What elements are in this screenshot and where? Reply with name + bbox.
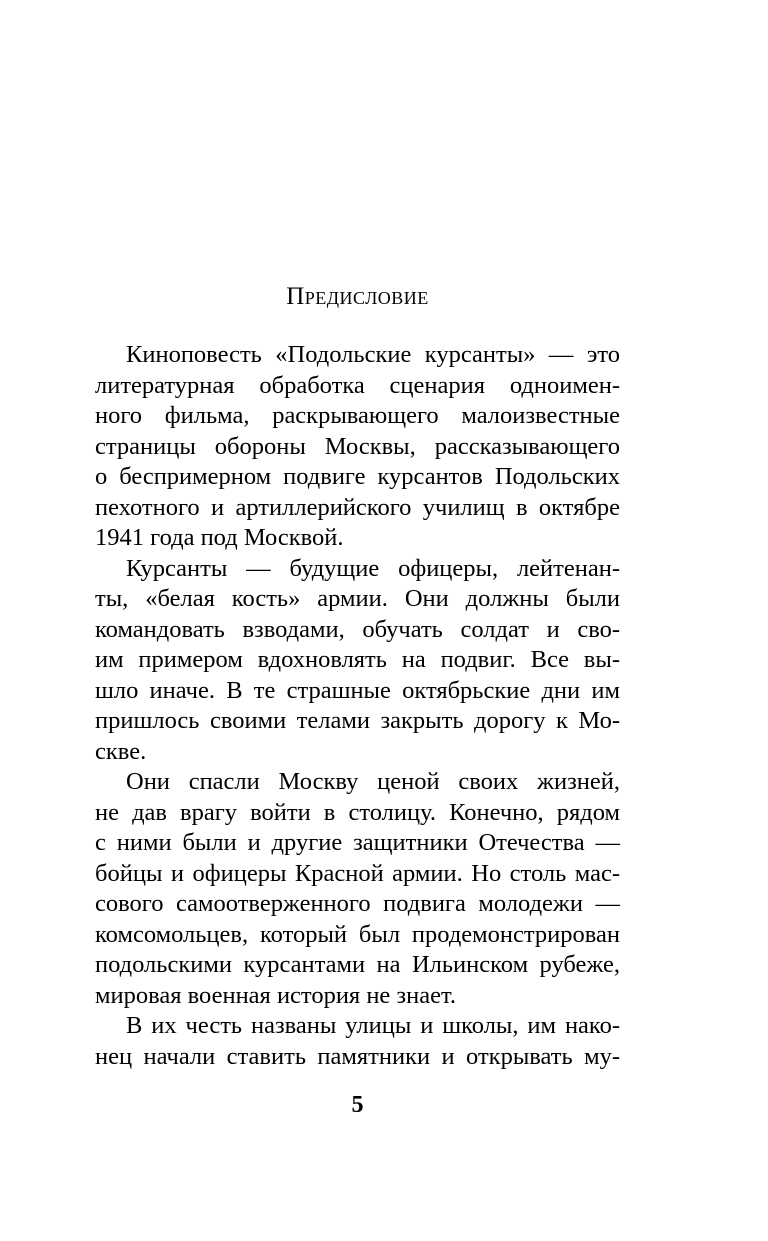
- text-line: ты, «белая кость» армии. Они должны были: [95, 585, 620, 612]
- text-line: Они спасли Москву ценой своих жизней,: [126, 768, 620, 795]
- text-line: с ними были и другие защитники Отечества —: [95, 829, 620, 856]
- text-line: Курсанты — будущие офицеры, лейтенан-: [126, 554, 620, 582]
- page-number: 5: [351, 1092, 364, 1118]
- text-line: им примером вдохновлять на подвиг. Все вы-: [95, 646, 620, 673]
- text-line: сового самоотверженного подвига молодежи —: [95, 890, 620, 917]
- text-line: пехотного и артиллерийского училищ в октябре: [95, 493, 620, 521]
- text-line: Киноповесть «Подольские курсанты» — это: [126, 341, 620, 368]
- text-line: В их честь названы улицы и школы, им нако-: [126, 1012, 620, 1039]
- text-line: о беспримерном подвиге курсантов Подольских: [95, 463, 620, 490]
- text-line: пришлось своими телами закрыть дорогу к Мо-: [95, 707, 620, 734]
- body-text: [95, 340, 620, 1072]
- text-line: скве.: [95, 737, 147, 765]
- text-line: командовать взводами, обучать солдат и сво-: [95, 615, 620, 643]
- text-line: бойцы и офицеры Красной армии. Но столь мас-: [95, 859, 620, 887]
- text-line: комсомольцев, который был продемонстрирован: [95, 920, 620, 948]
- text-line: нец начали ставить памятники и открывать му-: [95, 1042, 620, 1070]
- text-line: подольскими курсантами на Ильинском рубеже,: [95, 951, 620, 978]
- text-line: мировая военная история не знает.: [95, 981, 456, 1009]
- chapter-title: Предисловие: [286, 283, 429, 310]
- text-line: не дав врагу войти в столицу. Конечно, рядом: [95, 798, 620, 826]
- text-line: страницы обороны Москвы, рассказывающего: [95, 432, 620, 460]
- text-line: ного фильма, раскрывающего малоизвестные: [95, 402, 620, 429]
- text-line: 1941 года под Москвой.: [95, 524, 344, 551]
- text-line: литературная обработка сценария одноимен-: [95, 371, 620, 399]
- text-line: шло иначе. В те страшные октябрьские дни им: [95, 676, 620, 704]
